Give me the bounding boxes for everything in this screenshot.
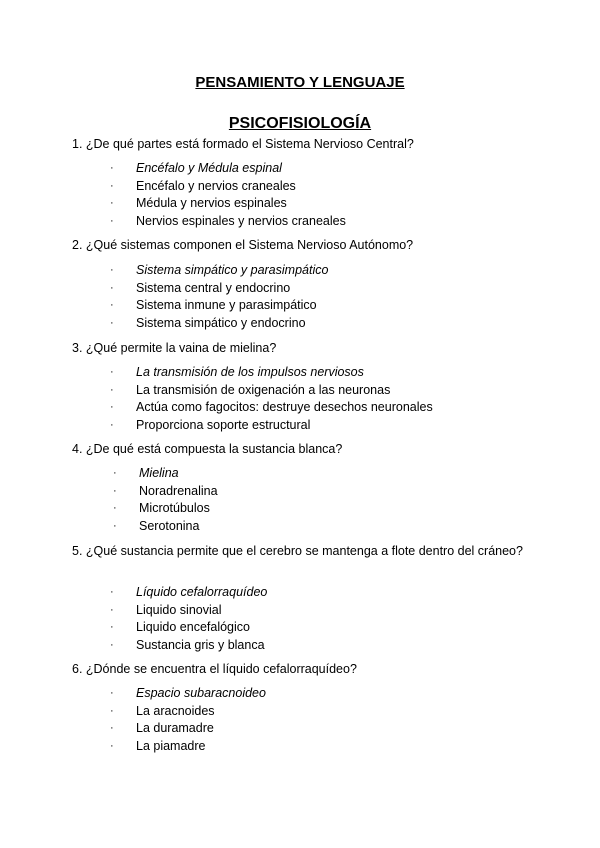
bullet-icon: · [110, 739, 114, 752]
options-list-5 [108, 584, 267, 654]
bullet-icon: · [110, 214, 114, 227]
bullet-icon: · [113, 467, 117, 479]
option: · Sistema central y endocrino [108, 280, 328, 298]
option: · Serotonina [111, 518, 218, 536]
option: · La duramadre [108, 720, 266, 738]
question-5: 5. ¿Qué sustancia permite que el cerebro se mantenga a flote dentro del cráneo? [72, 544, 523, 558]
option: · Proporciona soporte estructural [108, 417, 433, 435]
bullet-icon: · [110, 638, 114, 651]
option-correct: · Encéfalo y Médula espinal [108, 160, 346, 178]
option-correct: · Espacio subaracnoideo [108, 685, 266, 703]
options-list-2 [108, 262, 328, 332]
question-3: 3. ¿Qué permite la vaina de mielina? [72, 341, 277, 355]
option: · Médula y nervios espinales [108, 195, 346, 213]
option: · La transmisión de oxigenación a las neuronas [108, 382, 433, 400]
option-correct: · Sistema simpático y parasimpático [108, 262, 328, 280]
bullet-icon: · [110, 299, 114, 311]
bullet-icon: · [110, 197, 114, 209]
option: · Liquido sinovial [108, 602, 267, 620]
bullet-icon: · [113, 484, 117, 497]
bullet-icon: · [113, 519, 117, 532]
option: · La aracnoides [108, 703, 266, 721]
bullet-icon: · [110, 162, 114, 174]
option: · Microtúbulos [111, 500, 218, 518]
bullet-icon: · [110, 603, 114, 616]
options-list-3 [108, 364, 433, 434]
bullet-icon: · [110, 687, 114, 699]
option: · Sustancia gris y blanca [108, 637, 267, 655]
option: · Liquido encefalógico [108, 619, 267, 637]
option: · Encéfalo y nervios craneales [108, 178, 346, 196]
document-title: PENSAMIENTO Y LENGUAJE [195, 74, 405, 91]
section-title: PSICOFISIOLOGÍA [228, 115, 372, 132]
option: · Sistema inmune y parasimpático [108, 297, 328, 315]
bullet-icon: · [110, 621, 114, 633]
option-correct: · Líquido cefalorraquídeo [108, 584, 267, 602]
question-1: 1. ¿De qué partes está formado el Sistema Nervioso Central? [72, 137, 414, 151]
options-list-4 [111, 465, 218, 535]
bullet-icon: · [110, 418, 114, 431]
bullet-icon: · [110, 383, 114, 396]
option: · Sistema simpático y endocrino [108, 315, 328, 333]
bullet-icon: · [110, 316, 114, 329]
question-2: 2. ¿Qué sistemas componen el Sistema Nervioso Autónomo? [72, 238, 414, 252]
bullet-icon: · [110, 704, 114, 717]
bullet-icon: · [110, 722, 114, 734]
bullet-icon: · [110, 264, 114, 276]
bullet-icon: · [110, 179, 114, 192]
option: · Noradrenalina [111, 483, 218, 501]
option-correct: · La transmisión de los impulsos nerviosos [108, 364, 433, 382]
question-6: 6. ¿Dónde se encuentra el líquido cefalorraquídeo? [72, 662, 357, 676]
option: · La piamadre [108, 738, 266, 756]
bullet-icon: · [110, 401, 114, 413]
option: · Actúa como fagocitos: destruye desechos neuronales [108, 399, 433, 417]
bullet-icon: · [110, 586, 114, 598]
option-correct: · Mielina [111, 465, 218, 483]
question-4: 4. ¿De qué está compuesta la sustancia blanca? [72, 442, 343, 456]
bullet-icon: · [110, 366, 114, 378]
option: · Nervios espinales y nervios craneales [108, 213, 346, 231]
bullet-icon: · [113, 502, 117, 514]
options-list-6 [108, 685, 266, 755]
bullet-icon: · [110, 281, 114, 294]
options-list-1 [108, 160, 346, 230]
